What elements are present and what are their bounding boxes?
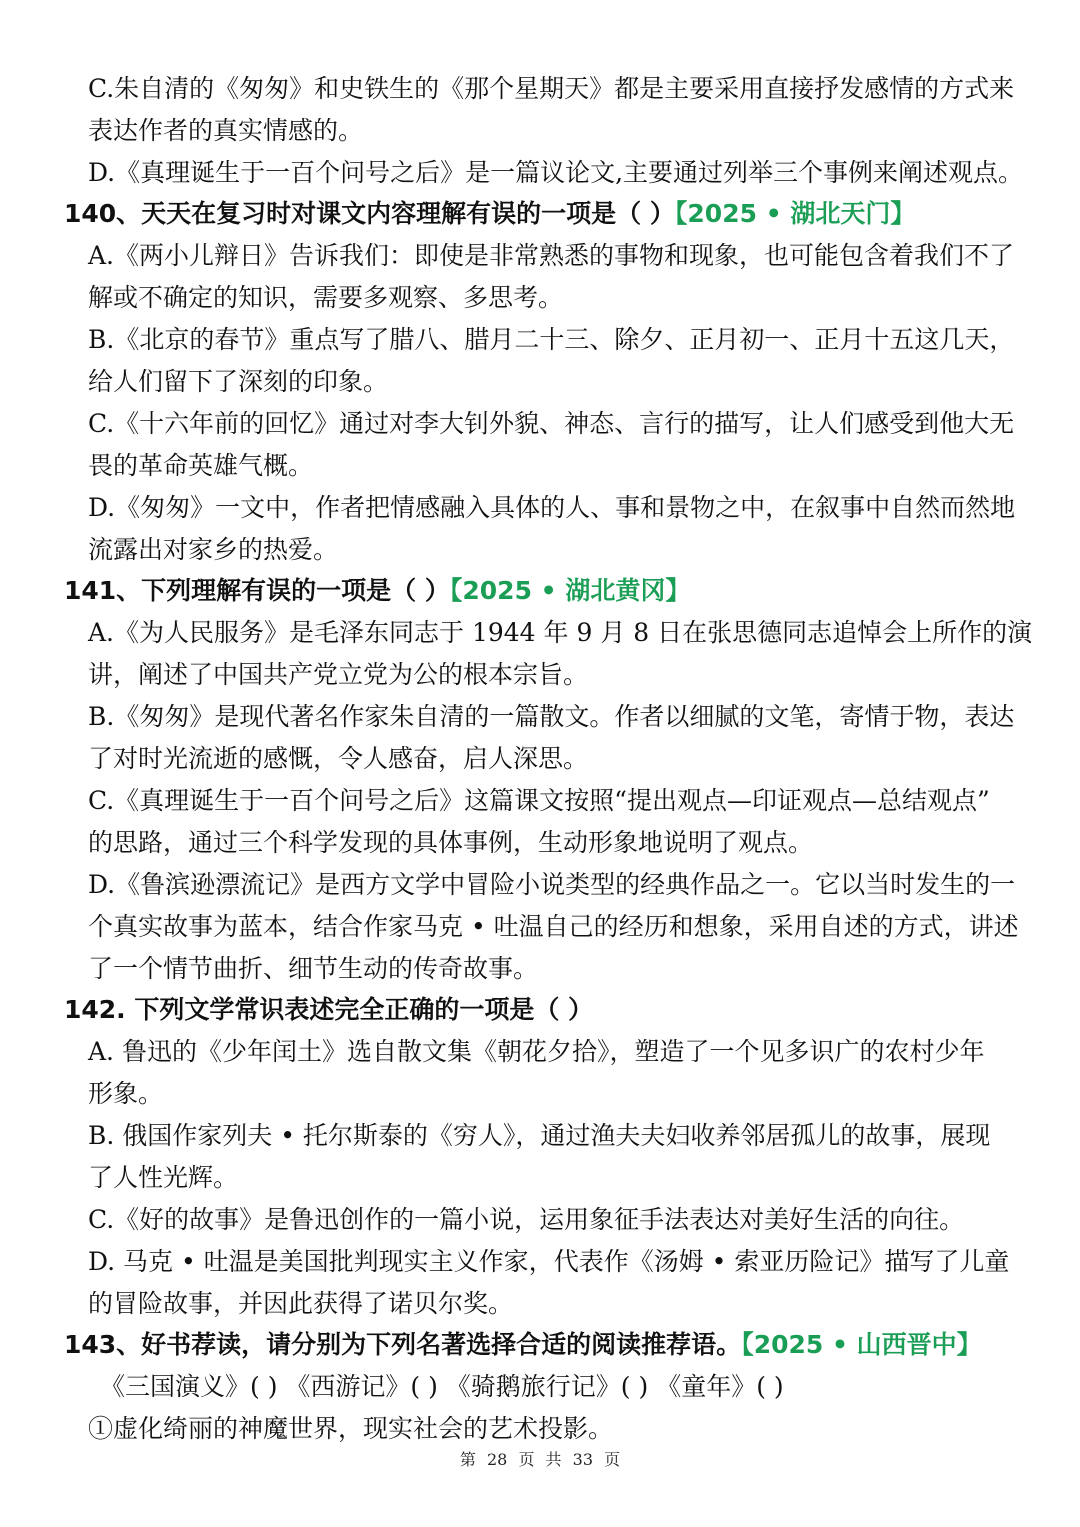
question-142 (0, 989, 1080, 1031)
footer-word: 页 (518, 1450, 535, 1469)
q141-option-c-cont: 的思路，通过三个科学发现的具体事例，生动形象地说明了观点。 (88, 828, 814, 857)
question-143 (0, 1324, 1080, 1366)
q141-option-c: C.《真理诞生于一百个问号之后》这篇课文按照“提出观点—印证观点—总结观点” (88, 786, 990, 815)
q141-option-b: B.《匆匆》是现代著名作家朱自清的一篇散文。作者以细腻的文笔，寄情于物，表达 (88, 702, 1015, 731)
question-text: 142. 下列文学常识表述完全正确的一项是（ ） (64, 995, 594, 1024)
q141-option-d-cont: 了一个情节曲折、细节生动的传奇故事。 (88, 954, 539, 983)
total-pages: 33 (572, 1450, 594, 1469)
q140-option-a: A.《两小儿辩日》告诉我们：即使是非常熟悉的事物和现象，也可能包含着我们不了 (88, 241, 1015, 270)
q141-option-d-cont: 个真实故事为蓝本，结合作家马克 • 吐温自己的经历和想象，采用自述的方式，讲述 (88, 912, 1019, 941)
q142-option-a: A. 鲁迅的《少年闰土》选自散文集《朝花夕拾》，塑造了一个见多识广的农村少年 (88, 1037, 985, 1066)
question-text: 141、下列理解有误的一项是（ ） (64, 576, 450, 605)
question-140 (0, 193, 1080, 235)
q142-option-a-cont: 形象。 (88, 1079, 164, 1108)
q141-option-b-cont: 了对时光流逝的感慨，令人感奋，启人深思。 (88, 744, 589, 773)
q140-option-a-cont: 解或不确定的知识，需要多观察、多思考。 (88, 283, 564, 312)
source-tag: 【2025 • 山西晋中】 (741, 1330, 982, 1359)
footer-word: 共 (545, 1450, 562, 1469)
footer-word: 第 (459, 1450, 476, 1469)
q140-option-b-cont: 给人们留下了深刻的印象。 (88, 367, 389, 396)
q140-option-c-cont: 畏的革命英雄气概。 (88, 451, 314, 480)
question-141 (0, 570, 1080, 612)
q141-option-a-cont: 讲，阐述了中国共产党立党为公的根本宗旨。 (88, 660, 589, 689)
current-page: 28 (486, 1450, 508, 1469)
q140-option-b: B.《北京的春节》重点写了腊八、腊月二十三、除夕、正月初一、正月十五这几天， (88, 325, 1015, 354)
q139-option-c-cont: 表达作者的真实情感的。 (88, 116, 364, 145)
q141-option-a: A.《为人民服务》是毛泽东同志于 1944 年 9 月 8 日在张思德同志追悼会上所作的演 (88, 618, 1033, 647)
page-footer (0, 1448, 1080, 1472)
q143-book-list: 《三国演义》( ) 《西游记》( ) 《骑鹅旅行记》( ) 《童年》( ) (100, 1372, 784, 1401)
footer-word: 页 (604, 1450, 621, 1469)
q140-option-d: D.《匆匆》一文中，作者把情感融入具体的人、事和景物之中，在叙事中自然而然地 (88, 493, 1016, 522)
q143-recommendation-1: ①虚化绮丽的神魔世界，现实社会的艺术投影。 (88, 1414, 614, 1443)
q142-option-b-cont: 了人性光辉。 (88, 1163, 239, 1192)
q142-option-c: C.《好的故事》是鲁迅创作的一篇小说，运用象征手法表达对美好生活的向往。 (88, 1205, 965, 1234)
question-text: 140、天天在复习时对课文内容理解有误的一项是（ ） (64, 199, 675, 228)
q141-option-d: D.《鲁滨逊漂流记》是西方文学中冒险小说类型的经典作品之一。它以当时发生的一 (88, 870, 1016, 899)
q142-option-b: B. 俄国作家列夫 • 托尔斯泰的《穷人》，通过渔夫夫妇收养邻居孤儿的故事，展现 (88, 1121, 991, 1150)
source-tag: 【2025 • 湖北黄冈】 (449, 576, 691, 605)
q140-option-c: C.《十六年前的回忆》通过对李大钊外貌、神态、言行的描写，让人们感受到他大无 (88, 409, 1015, 438)
q139-option-c: C.朱自清的《匆匆》和史铁生的《那个星期天》都是主要采用直接抒发感情的方式来 (88, 74, 1015, 103)
q142-option-d: D. 马克 • 吐温是美国批判现实主义作家，代表作《汤姆 • 索亚历险记》描写了儿童 (88, 1247, 1010, 1276)
q140-option-d-cont: 流露出对家乡的热爱。 (88, 535, 339, 564)
q142-option-d-cont: 的冒险故事，并因此获得了诺贝尔奖。 (88, 1289, 514, 1318)
source-tag: 【2025 • 湖北天门】 (674, 199, 916, 228)
q139-option-d: D.《真理诞生于一百个问号之后》是一篇议论文,主要通过列举三个事例来阐述观点。 (88, 158, 1024, 187)
question-text: 143、好书荐读，请分别为下列名著选择合适的阅读推荐语。 (64, 1330, 742, 1359)
